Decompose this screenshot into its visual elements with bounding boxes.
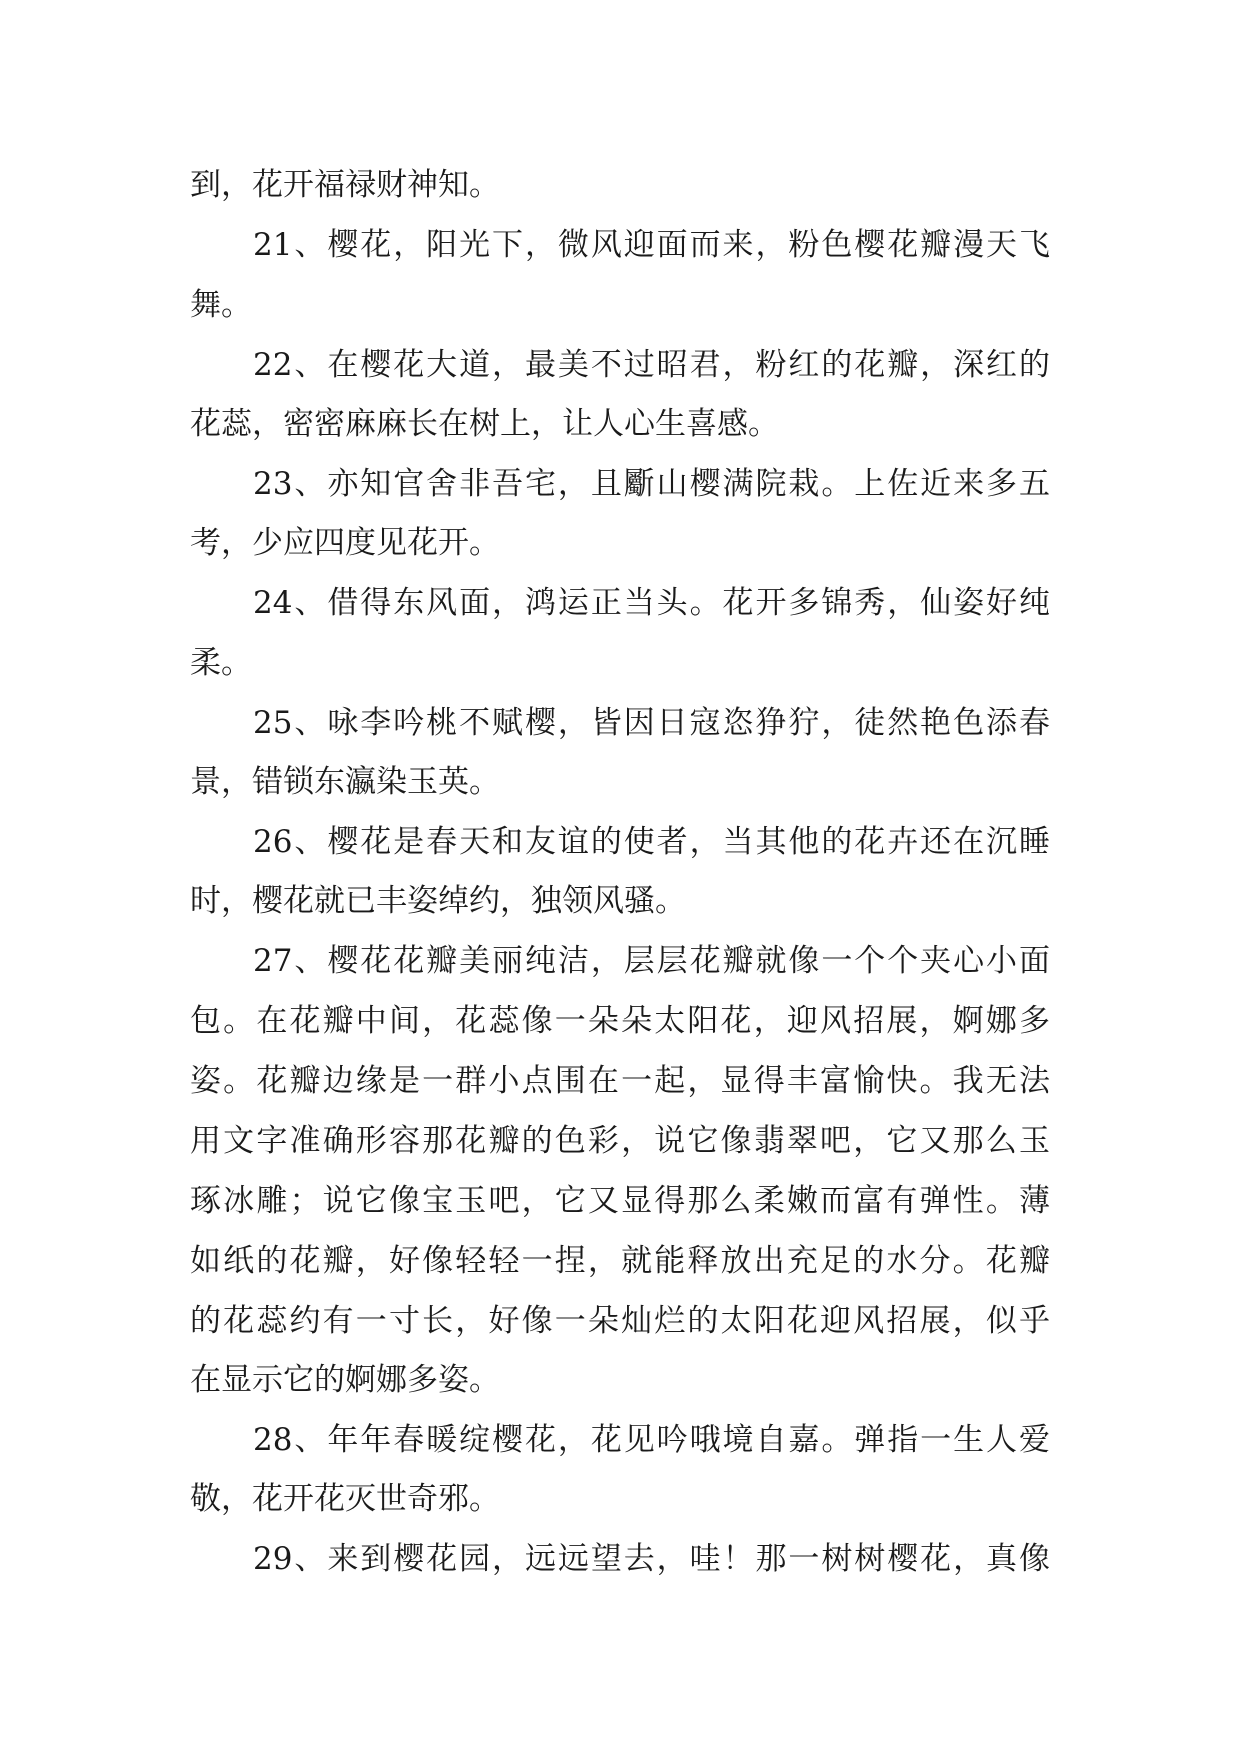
text-line: 在显示它的婀娜多姿。 bbox=[190, 1362, 500, 1398]
text-line: 时，樱花就已丰姿绰约，独领风骚。 bbox=[190, 883, 686, 919]
text-line: 花蕊，密密麻麻长在树上，让人心生喜感。 bbox=[190, 406, 779, 442]
paragraph-first-line: 28、年年春暖绽樱花，花见吟哦境自嘉。弹指一生人爱 bbox=[253, 1422, 1050, 1458]
text-line: 柔。 bbox=[190, 645, 252, 681]
text-line: 敬，花开花灭世奇邪。 bbox=[190, 1481, 500, 1517]
text-line: 考，少应四度见花开。 bbox=[190, 525, 500, 561]
text-line: 包。在花瓣中间，花蕊像一朵朵太阳花，迎风招展，婀娜多 bbox=[190, 1003, 1050, 1039]
text-line: 如纸的花瓣，好像轻轻一捏，就能释放出充足的水分。花瓣 bbox=[190, 1243, 1050, 1279]
paragraph-first-line: 22、在樱花大道，最美不过昭君，粉红的花瓣，深红的 bbox=[253, 347, 1050, 383]
paragraph-first-line: 23、亦知官舍非吾宅，且斸山樱满院栽。上佐近来多五 bbox=[253, 466, 1050, 502]
paragraph-first-line: 27、樱花花瓣美丽纯洁，层层花瓣就像一个个夹心小面 bbox=[253, 943, 1050, 979]
text-line: 琢冰雕；说它像宝玉吧，它又显得那么柔嫩而富有弹性。薄 bbox=[190, 1183, 1050, 1219]
paragraph-first-line: 24、借得东风面，鸿运正当头。花开多锦秀，仙姿好纯 bbox=[253, 585, 1050, 621]
text-line: 舞。 bbox=[190, 287, 252, 323]
text-line: 的花蕊约有一寸长，好像一朵灿烂的太阳花迎风招展，似乎 bbox=[190, 1303, 1050, 1339]
text-line: 到，花开福禄财神知。 bbox=[190, 167, 500, 203]
paragraph-first-line: 21、樱花，阳光下，微风迎面而来，粉色樱花瓣漫天飞 bbox=[253, 227, 1050, 263]
paragraph-first-line: 29、来到樱花园，远远望去，哇！那一树树樱花，真像 bbox=[253, 1541, 1050, 1577]
paragraph-first-line: 25、咏李吟桃不赋樱，皆因日寇恣狰狞，徒然艳色添春 bbox=[253, 705, 1050, 741]
text-line: 姿。花瓣边缘是一群小点围在一起，显得丰富愉快。我无法 bbox=[190, 1063, 1050, 1099]
text-line: 用文字准确形容那花瓣的色彩，说它像翡翠吧，它又那么玉 bbox=[190, 1123, 1050, 1159]
text-line: 景，错锁东瀛染玉英。 bbox=[190, 764, 500, 800]
paragraph-first-line: 26、樱花是春天和友谊的使者，当其他的花卉还在沉睡 bbox=[253, 824, 1050, 860]
